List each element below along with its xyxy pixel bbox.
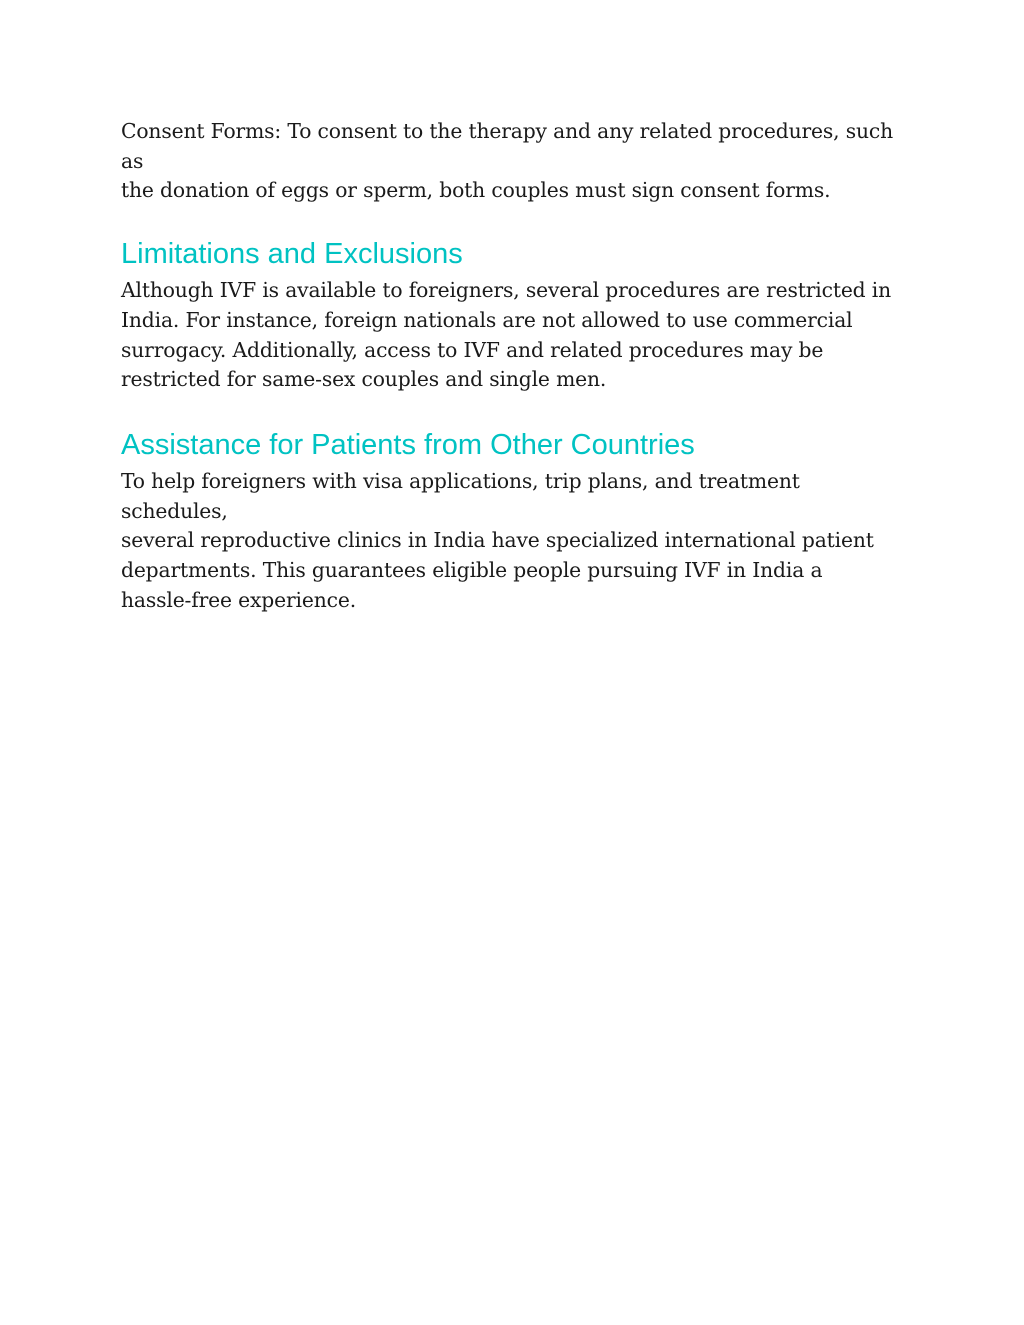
section-body-limitations: Although IVF is available to foreigners, several procedures are restricted in India. For instance, foreign nationals are not allowed to use commercial surrogacy. Additionally, access to IVF and related procedures may be restricted for same-sex couples and single men. — [121, 278, 892, 392]
section-body-assistance: To help foreigners with visa applications, trip plans, and treatment schedules, several reproductive clinics in India have specialized international patient departments. This guarantees eligible people pursuing IVF in India a hassle-free experience. — [121, 468, 874, 612]
section-heading-assistance: Assistance for Patients from Other Countries — [121, 428, 695, 461]
consent-forms-paragraph: Consent Forms: To consent to the therapy and any related procedures, such as the donation of eggs or sperm, both couples must sign consent forms. — [121, 119, 894, 203]
section-heading-limitations: Limitations and Exclusions — [121, 238, 463, 271]
document-content — [121, 117, 911, 615]
